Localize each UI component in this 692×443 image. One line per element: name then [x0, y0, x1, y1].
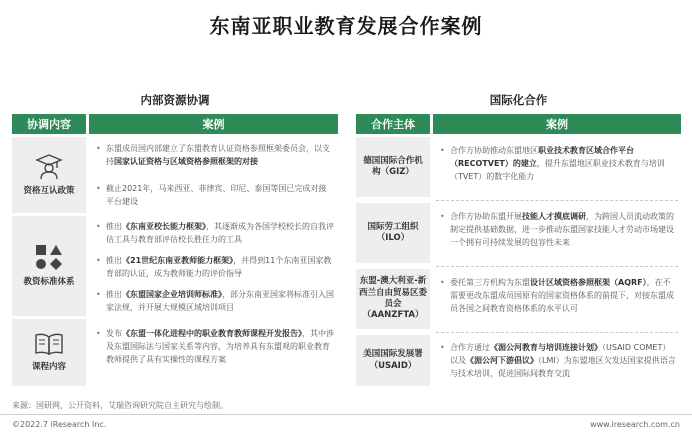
list-item: • 截止2021年，马来西亚、菲律宾、印尼、泰国等国已完成对接平台建设: [96, 184, 327, 206]
right-row-category: [356, 335, 430, 386]
category-label: 国际劳工组织（ILO）: [367, 221, 419, 243]
right-row-items: [438, 210, 678, 260]
left-panel: [12, 114, 338, 386]
source-note: 来源：国研网，公开资料，艾瑞咨询研究院自主研究与绘制。: [12, 401, 228, 410]
left-row-items: [94, 142, 334, 212]
left-col1-header: 协调内容: [12, 114, 86, 134]
right-panel: [356, 114, 681, 386]
category-label: 课程内容: [31, 361, 66, 372]
emphasis-text: 《湄公河下游倡议》: [466, 356, 538, 365]
emphasis-text: 《21世纪东南亚教师能力框架》: [122, 256, 234, 265]
page-title: 东南亚职业教育发展合作案例: [209, 14, 483, 38]
left-col2-header: 案例: [89, 114, 338, 134]
list-item: • 推出《东盟国家企业培训师标准》，部分东南亚国家将标准引入国家法规，并开展大规模区域培训项目: [96, 290, 334, 312]
book-icon: [34, 332, 64, 356]
emphasis-text: 《东盟国家企业培训师标准》: [122, 290, 222, 299]
category-label: 德国国际合作机构（GIZ）: [363, 155, 423, 177]
body-text: （USAID COMET）以及: [450, 343, 671, 365]
body-text: 合作方协助东盟开展: [450, 212, 522, 221]
emphasis-text: 《东南亚校长能力框架》: [122, 222, 206, 231]
body-text: ，为跨国人员流动政策的制定提供基础数据，进一步推动东盟国家技能人才劳动市场建设一个拥有可持续发展的包容性未来: [450, 212, 674, 247]
row-divider: [436, 266, 678, 267]
left-row-items: [94, 327, 334, 385]
body-text: 委托第三方机构为东盟: [450, 278, 530, 287]
right-row-category: [356, 203, 430, 263]
copyright: ©2022.7 iResearch Inc.: [12, 420, 107, 429]
body-text: ，并得到11个东南亚国家教育部的认证，成为教师能力的评价指导: [106, 256, 332, 278]
shapes-icon: [34, 243, 64, 271]
body-text: ，部分东南亚国家将标准引入国家法规，并开展大规模区域培训项目: [106, 290, 334, 312]
right-row-items: [438, 341, 678, 385]
body-text: 推出: [106, 290, 122, 299]
body-text: 推出: [106, 222, 122, 231]
body-text: 合作方通过: [450, 343, 490, 352]
list-item: • 发布《东盟一体化进程中的职业教育教师课程开发报告》，其中涉及东盟国际法与国家关系等内容，为培养具有东盟观的职业教育教师提供了具有实操性的课程方案: [96, 329, 334, 364]
right-row-items: [438, 144, 678, 194]
list-item: • 合作方协助推动东盟地区职业技术教育区域合作平台（RECOTVET）的建立，提升东盟地区职业技术教育与培训（TVET）的数字化能力: [440, 146, 665, 181]
emphasis-text: 《湄公河教育与培训连接计划》: [490, 343, 602, 352]
list-item: • 推出《东南亚校长能力框架》，其逐渐成为各国学校校长的自我评估工具与教育部评估校长胜任力的工具: [96, 222, 334, 244]
body-text: 合作方协助推动东盟地区: [450, 146, 538, 155]
body-text: 截止2021年，马来西亚、菲律宾、印尼、泰国等国已完成对接平台建设: [106, 184, 327, 206]
right-row-items: [438, 276, 678, 326]
category-label: 资格互认政策: [23, 186, 75, 197]
body-text: ，提升东盟地区职业技术教育与培训（TVET）的数字化能力: [450, 159, 665, 181]
body-text: 推出: [106, 256, 122, 265]
left-section-heading: 内部资源协调: [140, 93, 210, 107]
graduate-icon: [35, 152, 63, 180]
left-row-category: [12, 319, 86, 386]
left-row-category: [12, 137, 86, 213]
category-label: 美国国际发展署（USAID）: [363, 349, 423, 371]
website-link[interactable]: www.iresearch.com.cn: [590, 420, 680, 429]
row-divider: [436, 200, 678, 201]
footer-divider: [0, 414, 692, 415]
body-text: ，其中涉及东盟国际法与国家关系等内容，为培养具有东盟观的职业教育教师提供了具有实操性的课程方案: [106, 329, 334, 364]
list-item: • 合作方协助东盟开展技能人才摸底调研，为跨国人员流动政策的制定提供基础数据，进一步推动东盟国家技能人才劳动市场建设一个拥有可持续发展的包容性未来: [440, 212, 674, 247]
body-text: （LMI）为东盟地区欠发达国家提供语言与技术培训，促进国际间教育交流: [450, 356, 676, 378]
body-text: ，在不需要更改东盟成员国原有的国家资格体系的前提下，对接东盟成员各国之间教育资格体系的水平认可: [450, 278, 674, 313]
emphasis-text: 《东盟一体化进程中的职业教育教师课程开发报告》: [122, 329, 302, 338]
list-item: • 合作方通过《湄公河教育与培训连接计划》（USAID COMET）以及《湄公河下游倡议》（LMI）为东盟地区欠发达国家提供语言与技术培训，促进国际间教育交流: [440, 343, 676, 378]
right-col2-header: 案例: [433, 114, 681, 134]
list-item: • 推出《21世纪东南亚教师能力框架》，并得到11个东南亚国家教育部的认证，成为教师能力的评价指导: [96, 256, 332, 278]
emphasis-text: 职业技术教育区域合作平台（RECOTVET）的建立: [450, 146, 634, 168]
right-row-category: [356, 137, 430, 197]
body-text: 东盟成员国内部建立了东盟教育认证资格参照框架委员会，以支持: [106, 144, 330, 166]
list-item: • 东盟成员国内部建立了东盟教育认证资格参照框架委员会，以支持国家认证资格与区域资格参照框架的对接: [96, 144, 330, 166]
emphasis-text: 设计区域资格参照框架（AQRF）: [530, 278, 647, 287]
left-row-items: [94, 220, 334, 315]
category-label: 东盟-澳大利亚-新西兰自由贸易区委员会（AANZFTA）: [359, 276, 428, 321]
emphasis-text: 国家认证资格与区域资格参照框架的对接: [114, 157, 258, 166]
right-row-category: [356, 269, 430, 329]
body-text: 发布: [106, 329, 122, 338]
body-text: ，其逐渐成为各国学校校长的自我评估工具与教育部评估校长胜任力的工具: [106, 222, 334, 244]
left-row-category: [12, 216, 86, 316]
right-section-heading: 国际化合作: [489, 93, 548, 107]
list-item: • 委托第三方机构为东盟设计区域资格参照框架（AQRF），在不需要更改东盟成员国原有的国家资格体系的前提下，对接东盟成员各国之间教育资格体系的水平认可: [440, 278, 674, 313]
emphasis-text: 技能人才摸底调研: [522, 212, 586, 221]
right-col1-header: 合作主体: [356, 114, 430, 134]
category-label: 教资标准体系: [23, 277, 75, 288]
row-divider: [436, 332, 678, 333]
